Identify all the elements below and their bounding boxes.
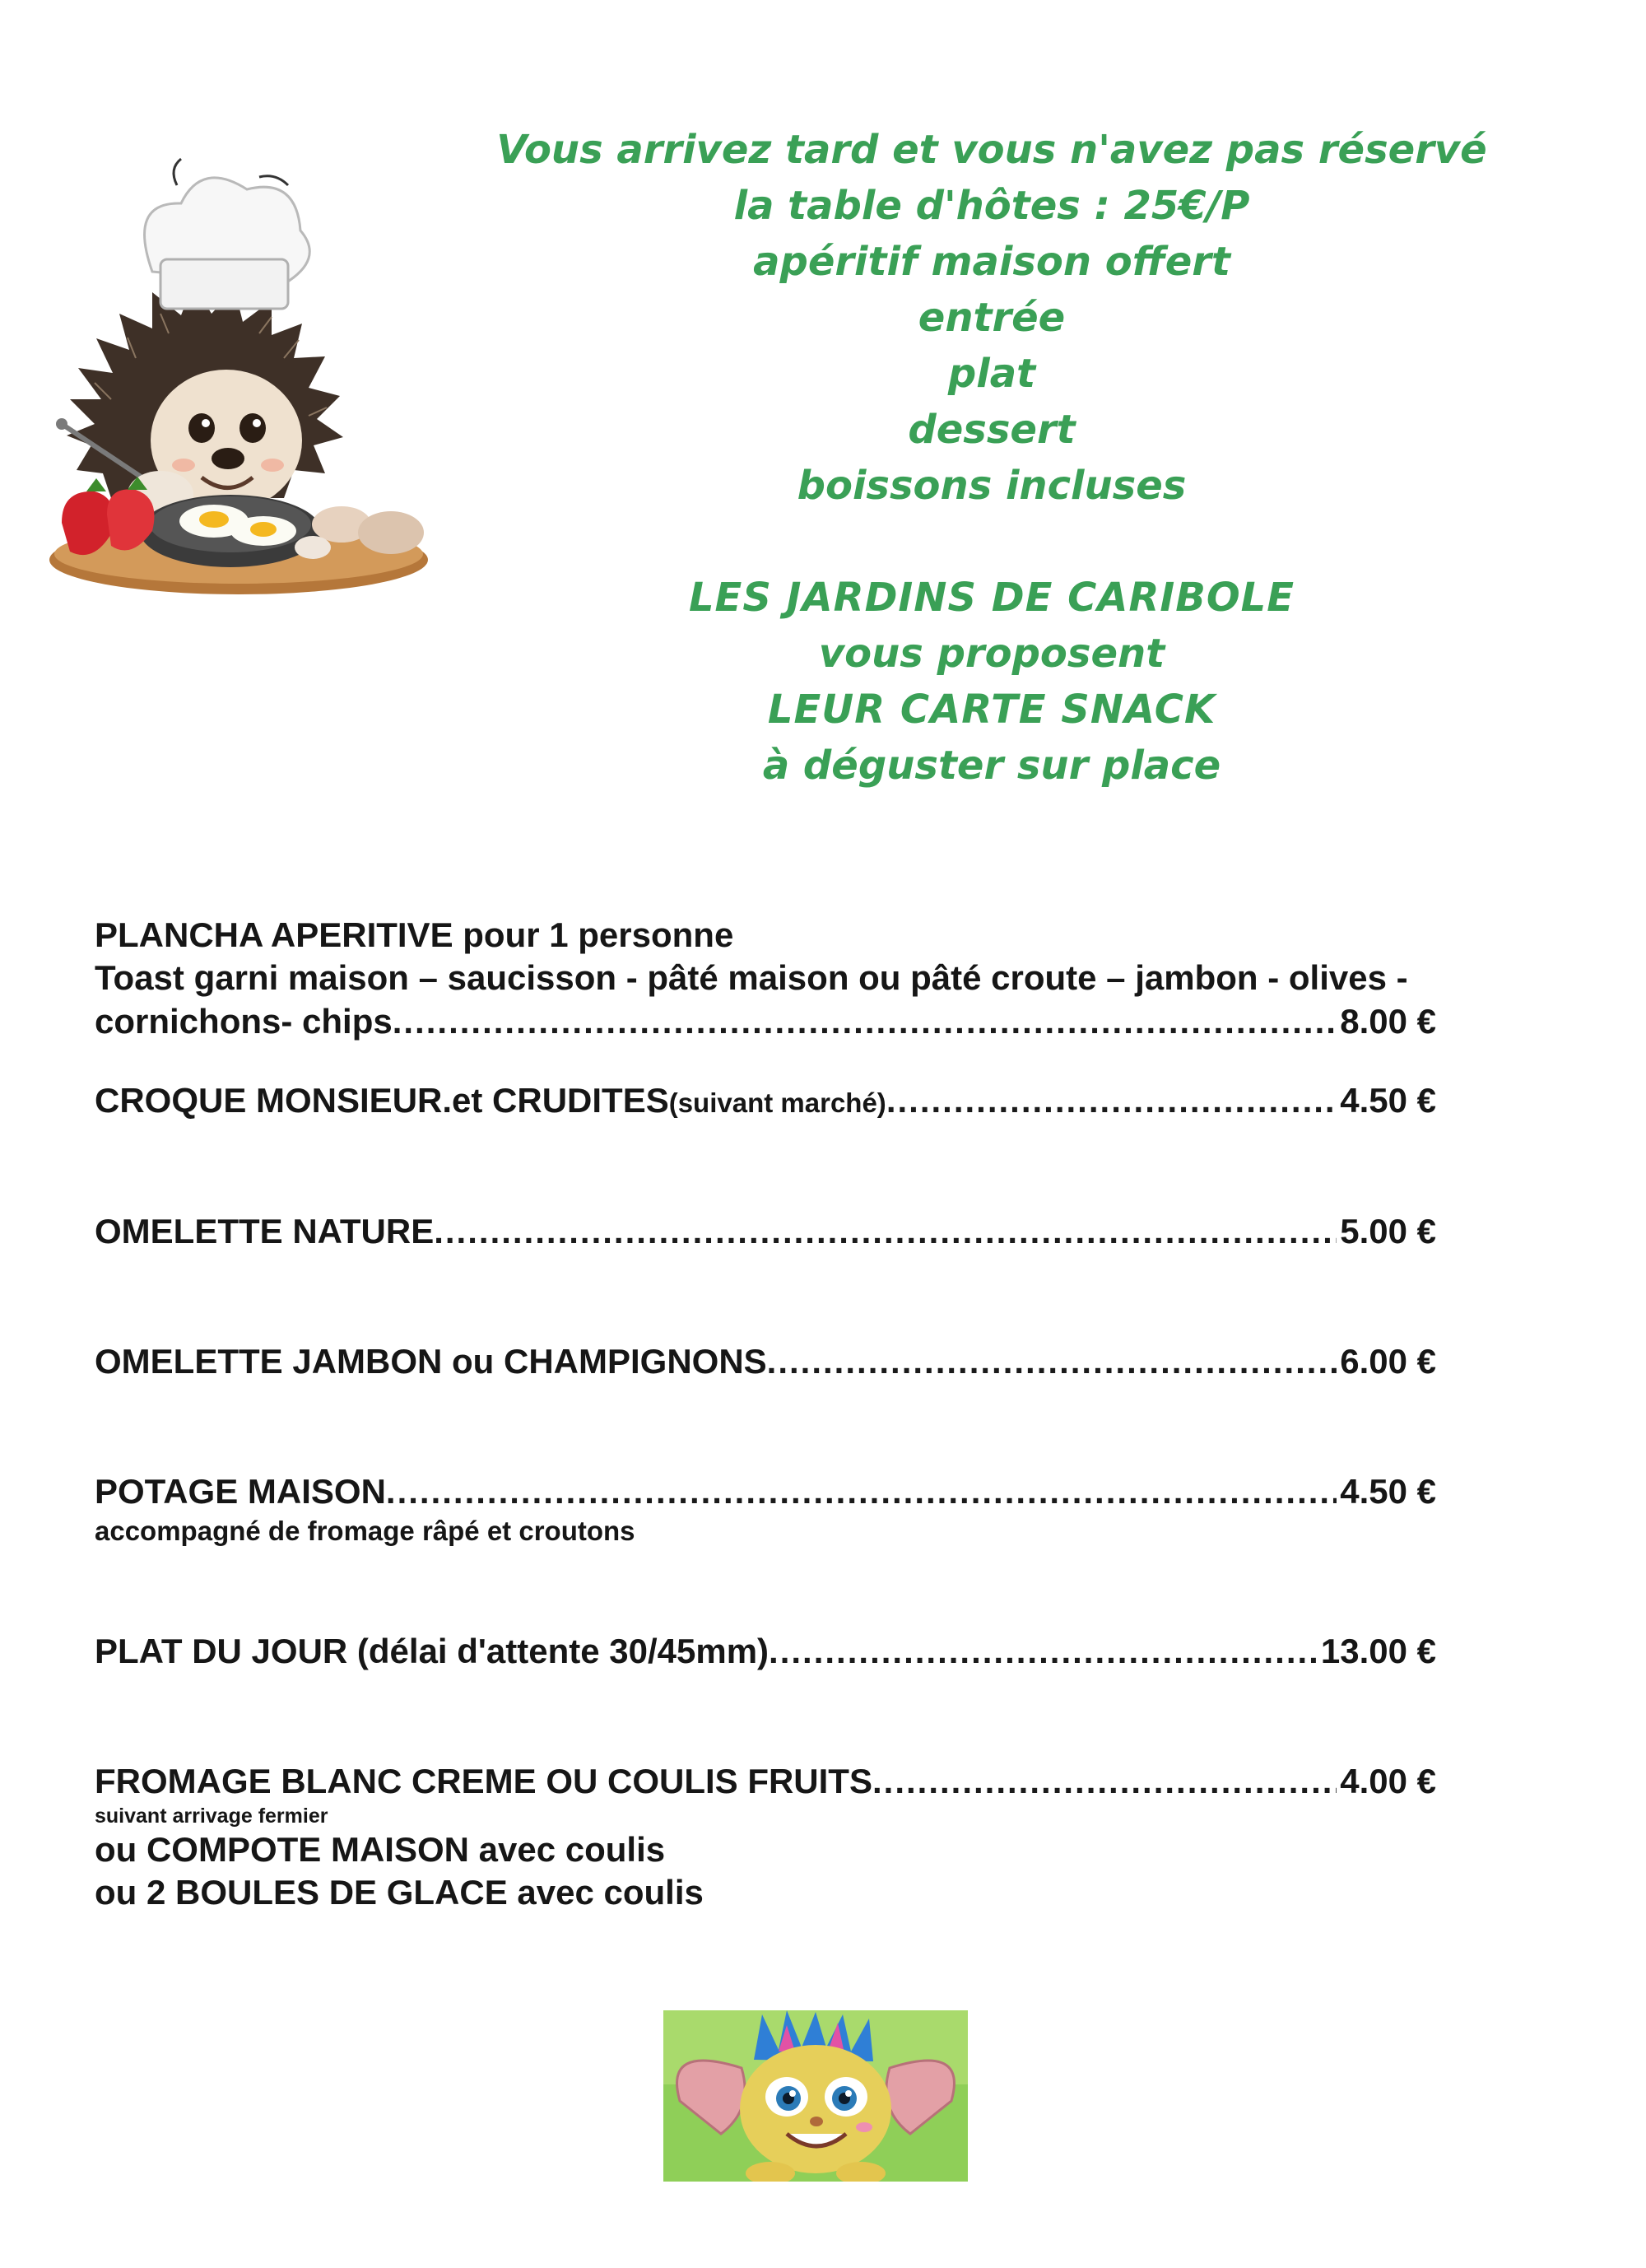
snack-card-title: LEUR CARTE SNACK [767,687,1216,733]
menu-item-croque [95,1078,1543,1123]
intro-block [428,122,1555,794]
item-price: 5.00 € [1340,1212,1436,1250]
intro-line: plat [947,351,1036,397]
item-alternative: ou COMPOTE MAISON avec coulis [95,1830,666,1869]
item-title: CROQUE MONSIEUR.et CRUDITES [95,1081,669,1120]
item-title: FROMAGE BLANC CREME OU COULIS FRUITS [95,1762,872,1800]
item-description: accompagné de fromage râpé et croutons [95,1516,635,1546]
item-title: OMELETTE NATURE [95,1212,435,1250]
fluffy-creature-illustration [663,2010,968,2182]
item-price: 13.00 € [1320,1632,1436,1670]
menu-item-plancha [95,914,1543,1044]
item-title: POTAGE MAISON [95,1472,386,1511]
hedgehog-chef-illustration [37,152,449,613]
item-price: 6.00 € [1340,1342,1436,1381]
leader-dots [386,1469,1337,1514]
item-subtitle: pour 1 personne [453,915,734,954]
intro-line: entrée [918,295,1066,341]
restaurant-name: LES JARDINS DE CARIBOLE [688,575,1295,621]
menu-item-fromage [95,1759,1543,1914]
item-title: PLAT DU JOUR (délai d'attente 30/45mm) [95,1632,770,1670]
leader-dots [886,1078,1337,1123]
intro-line: dessert [908,407,1076,453]
intro-line: boissons incluses [797,463,1187,509]
intro-line: apéritif maison offert [753,239,1230,285]
item-title: OMELETTE JAMBON ou CHAMPIGNONS [95,1342,767,1381]
menu-item-omelette-nature [95,1209,1543,1254]
leader-dots [769,1629,1318,1674]
item-note: suivant arrivage fermier [95,1805,328,1828]
intro-line: à déguster sur place [762,743,1221,789]
item-description: Toast garni maison – saucisson - pâté maison ou pâté croute – jambon - olives - [95,958,1408,997]
leader-dots [767,1339,1337,1384]
intro-line: Vous arrivez tard et vous n'avez pas réservé [496,127,1487,173]
menu-list [95,914,1543,1914]
item-alternative: ou 2 BOULES DE GLACE avec coulis [95,1873,704,1912]
menu-item-omelette-jambon [95,1339,1543,1384]
intro-line: vous proposent [818,631,1165,677]
menu-item-plat-du-jour [95,1629,1543,1674]
menu-item-potage [95,1469,1543,1548]
intro-line: la table d'hôtes : 25€/P [733,183,1250,229]
leader-dots [872,1759,1337,1804]
leader-dots [434,1209,1337,1254]
item-price: 4.50 € [1340,1081,1436,1120]
item-price: 8.00 € [1340,1002,1436,1041]
item-title: PLANCHA APERITIVE [95,915,453,954]
item-price: 4.50 € [1340,1472,1436,1511]
item-price: 4.00 € [1340,1762,1436,1800]
leader-dots [393,999,1337,1044]
item-note: (suivant marché) [668,1087,886,1118]
item-description: cornichons- chips [95,1002,393,1041]
